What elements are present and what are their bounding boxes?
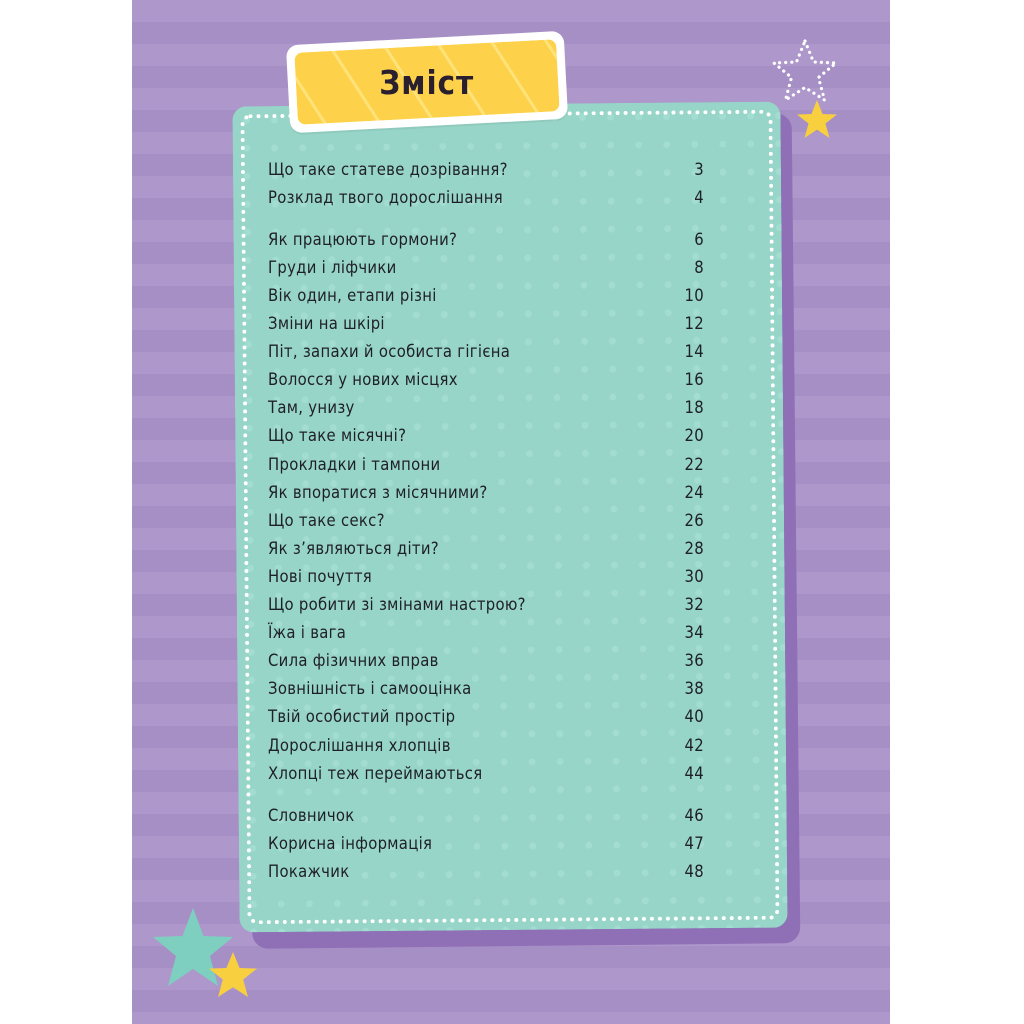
toc-entry bbox=[268, 563, 704, 589]
toc-entry bbox=[268, 620, 704, 646]
star-yellow-icon bbox=[206, 950, 260, 1000]
toc-entry bbox=[268, 802, 704, 828]
toc-entry-title: Розклад твого дорослішання bbox=[268, 187, 503, 207]
toc-entry-page: 8 bbox=[694, 257, 704, 277]
toc-entry bbox=[268, 592, 704, 618]
toc-entry-title: Їжа і вага bbox=[268, 623, 347, 643]
toc-entry bbox=[268, 704, 704, 730]
toc-entry-page: 14 bbox=[684, 342, 704, 362]
toc-entry-title: Волосся у нових місцях bbox=[268, 370, 458, 390]
toc-entry-page: 6 bbox=[694, 229, 704, 249]
toc-entry-page: 32 bbox=[684, 595, 704, 614]
toc-entry-title: Зовнішність і самооцінка bbox=[268, 679, 472, 699]
toc-entry-page: 24 bbox=[684, 482, 704, 502]
page-title: Зміст bbox=[379, 62, 475, 102]
toc-entry-title: Твій особистий простір bbox=[268, 707, 456, 727]
toc-entry bbox=[268, 395, 704, 421]
toc-entry bbox=[268, 423, 704, 449]
toc-entry bbox=[268, 367, 704, 393]
toc-entry-page: 3 bbox=[694, 159, 704, 179]
toc-entry-page: 4 bbox=[694, 187, 704, 207]
toc-entry-page: 48 bbox=[684, 861, 704, 881]
toc-entry-title: Що таке місячні? bbox=[268, 426, 407, 446]
toc-entry bbox=[268, 226, 704, 252]
toc-entry bbox=[268, 156, 704, 182]
toc-entry-page: 20 bbox=[684, 426, 704, 446]
toc-entry-page: 46 bbox=[684, 805, 704, 825]
toc-entry-page: 44 bbox=[684, 763, 704, 783]
toc-entry bbox=[268, 760, 704, 786]
toc-entry-title: Як з’являються діти? bbox=[268, 538, 439, 558]
toc-entry bbox=[268, 479, 704, 505]
toc-entry-title: Як працюють гормони? bbox=[268, 229, 458, 249]
toc-entry-page: 40 bbox=[684, 707, 704, 727]
toc-entry bbox=[268, 282, 704, 308]
toc-entry bbox=[268, 339, 704, 365]
toc-entry bbox=[268, 451, 704, 477]
toc-entry-page: 30 bbox=[684, 566, 704, 586]
title-tab bbox=[286, 31, 568, 133]
star-outline-icon bbox=[770, 38, 840, 104]
toc-entry-title: Покажчик bbox=[268, 861, 350, 881]
toc-entry-title: Що робити зі змінами настрою? bbox=[268, 595, 526, 614]
toc-entry-title: Як впоратися з місячними? bbox=[268, 482, 488, 502]
toc-entry bbox=[268, 732, 704, 758]
toc-entry-title: Груди і ліфчики bbox=[268, 257, 397, 277]
toc-entry-title: Що таке статеве дозрівання? bbox=[268, 159, 508, 179]
toc-entry-title: Піт, запахи й особиста гігієна bbox=[268, 342, 511, 362]
toc-entry bbox=[268, 830, 704, 856]
toc-entry-page: 28 bbox=[684, 538, 704, 558]
toc-entry-title: Корисна інформація bbox=[268, 833, 433, 853]
toc-entry bbox=[268, 535, 704, 561]
toc-entry-page: 10 bbox=[684, 285, 704, 305]
toc-entry-page: 34 bbox=[684, 623, 704, 643]
toc-entry bbox=[268, 507, 704, 533]
toc-entry-page: 12 bbox=[684, 314, 704, 333]
toc-entry bbox=[268, 184, 704, 210]
toc-entry-page: 26 bbox=[684, 510, 704, 530]
toc-entry-title: Зміни на шкірі bbox=[268, 314, 385, 333]
toc-entry-title: Там, унизу bbox=[268, 398, 355, 418]
toc-entry-title: Прокладки і тампони bbox=[268, 454, 441, 474]
toc-entry-title: Хлопці теж переймаються bbox=[268, 763, 483, 783]
toc-entry bbox=[268, 648, 704, 674]
title-tab-inner bbox=[294, 39, 559, 125]
toc-entry-page: 18 bbox=[684, 398, 704, 418]
toc-entry-page: 47 bbox=[684, 833, 704, 853]
toc-entry-title: Сила фізичних вправ bbox=[268, 651, 439, 671]
toc-entry-page: 42 bbox=[684, 735, 704, 755]
toc-entry bbox=[268, 254, 704, 280]
toc-entry bbox=[268, 858, 704, 884]
toc-entry-title: Словничок bbox=[268, 805, 355, 825]
toc-entry-page: 36 bbox=[684, 651, 704, 671]
toc-entry-page: 22 bbox=[684, 454, 704, 474]
toc-entry-title: Дорослішання хлопців bbox=[268, 735, 451, 755]
toc-entry-page: 16 bbox=[684, 370, 704, 390]
toc-entry-page: 38 bbox=[684, 679, 704, 699]
toc-entry-title: Вік один, етапи різні bbox=[268, 285, 437, 305]
toc-entry bbox=[268, 311, 704, 337]
toc-entry bbox=[268, 676, 704, 702]
toc-entry-title: Що таке секс? bbox=[268, 510, 385, 530]
star-yellow-icon bbox=[794, 98, 840, 144]
toc-entry-title: Нові почуття bbox=[268, 566, 372, 586]
